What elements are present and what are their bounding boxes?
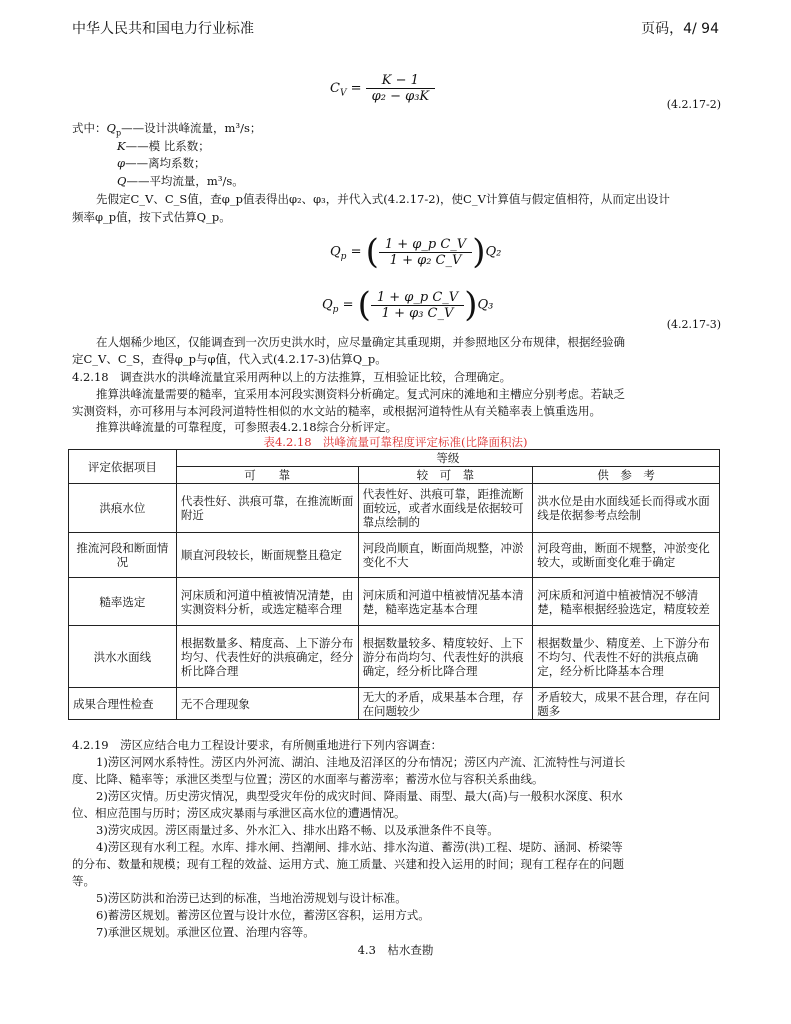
- table-cell: 河床质和河道中植被情况不够清楚，糙率根据经验选定，精度较差: [533, 578, 720, 626]
- list-item-cont: 位、相应范围与历时；涝区成灾暴雨与承泄区高水位的遭遇情况。: [72, 806, 406, 820]
- list-item: 7)承泄区规划。承泄区位置、治理内容等。: [96, 925, 315, 939]
- table-cell: 河床质和河道中植被情况基本清楚，糙率选定基本合理: [358, 578, 533, 626]
- list-item: 4)涝区现有水利工程。水库、排水闸、挡潮闸、排水站、排水沟道、蓄涝(洪)工程、堤防、涵洞、桥梁等: [96, 840, 623, 854]
- table-cell: 洪水位是由水面线延长而得或水面线是依据参考点绘制: [533, 484, 720, 533]
- paragraph-line: 定C_V、C_S，查得φ_p与φ值，代入式(4.2.17-3)估算Q_p。: [72, 352, 387, 366]
- table-cell: 代表性好、洪痕可靠，距推流断面较远，或者水面线是依据较可靠点绘制的: [358, 484, 533, 533]
- table-cell: 矛盾较大，成果不甚合理，存在问题多: [533, 688, 720, 720]
- list-item: 5)涝区防洪和治涝已达到的标准，当地治涝规划与设计标准。: [96, 891, 407, 905]
- equation-number: (4.2.17-2): [666, 98, 721, 111]
- section-4-2-18: 4.2.18 调查洪水的洪峰流量宜采用两种以上的方法推算，互相验证比较，合理确定。: [72, 370, 512, 384]
- header-grade: 等级: [176, 450, 719, 467]
- header-reliable: 可 靠: [176, 467, 358, 484]
- table-cell: 顺直河段较长，断面规整且稳定: [176, 533, 358, 578]
- paragraph-line: 在人烟稀少地区，仅能调查到一次历史洪水时，应尽量确定其重现期，并参照地区分布规律，根据经验确: [96, 335, 625, 349]
- paragraph-line: 先假定C_V、C_S值，查φ_p值表得出φ₂、φ₃，并代入式(4.2.17-2)，使C_V计算值与假定值相符，从而定出设计: [96, 192, 670, 206]
- list-item-cont: 的分布、数量和规模；现有工程的效益、运用方式、施工质量、兴建和投入运用的时间；现有工程存在的问题: [72, 857, 624, 871]
- paragraph-line: 推算洪峰流量的可靠程度，可参照表4.2.18综合分析评定。: [96, 420, 398, 434]
- table-row: [69, 484, 720, 533]
- definition-k: K——模 比系数；: [117, 139, 210, 153]
- list-item: 6)蓄涝区规划。蓄涝区位置与设计水位，蓄涝区容积，运用方式。: [96, 908, 430, 922]
- fraction: $\frac{K - 1}{\text{φ₂ − φ₃K}}$: [366, 73, 436, 104]
- table-cell: 无大的矛盾，成果基本合理，存在问题较少: [358, 688, 533, 720]
- table-cell: 无不合理现象: [176, 688, 358, 720]
- section-4-2-19: 4.2.19 涝区应结合电力工程设计要求，有所侧重地进行下列内容调查：: [72, 738, 443, 752]
- table-cell: 洪水水面线: [69, 626, 177, 688]
- header-fairly-reliable: 较 可 靠: [358, 467, 533, 484]
- definition-q: Q——平均流量，m³/s。: [117, 174, 244, 188]
- paragraph-line: 实测资料，亦可移用与本河段河道特性相似的水文站的糙率，或根据河道特性从有关糙率表上慎重选用。: [72, 404, 601, 418]
- table-row: [69, 578, 720, 626]
- header-basis: 评定依据项目: [69, 450, 177, 484]
- table-cell: 推流河段和断面情况: [69, 533, 177, 578]
- list-item: 2)涝区灾情。历史涝灾情况，典型受灾年份的成灾时间、降雨量、雨型、最大(高)与一般积水深度、积水: [96, 789, 623, 803]
- list-item: 1)涝区河网水系特性。涝区内外河流、湖泊、洼地及沼泽区的分布情况；涝区内产流、汇流特性与河道长: [96, 755, 626, 769]
- table-cell: 代表性好、洪痕可靠，在推流断面附近: [176, 484, 358, 533]
- table-cell: 洪痕水位: [69, 484, 177, 533]
- table-cell: 河段尚顺直，断面尚规整，冲淤变化不大: [358, 533, 533, 578]
- reliability-table: [68, 449, 720, 720]
- table-cell: 根据数量较多、精度较好、上下游分布尚均匀、代表性好的洪痕确定，经分析比降合理: [358, 626, 533, 688]
- list-item: 3)涝灾成因。涝区雨量过多、外水汇入、排水出路不畅、以及承泄条件不良等。: [96, 823, 499, 837]
- equation-qp-q2: $Q_p$ = ( $\frac{\text{1 + φ\_p C\_V}}{\text{1 + φ₂ C\_V}}$ )Q₂: [330, 232, 502, 272]
- table-row: [69, 533, 720, 578]
- table-row: [69, 688, 720, 720]
- header-reference: 供 参 考: [533, 467, 720, 484]
- equation-number: (4.2.17-3): [666, 318, 721, 331]
- header-title: 中华人民共和国电力行业标准: [72, 21, 254, 37]
- table-cell: 根据数量多、精度高、上下游分布均匀、代表性好的洪痕确定，经分析比降合理: [176, 626, 358, 688]
- definition-phi: φ——离均系数；: [117, 156, 206, 170]
- table-row: [69, 626, 720, 688]
- equation-qp-q3: $Q_p$ = ( $\frac{\text{1 + φ\_p C\_V}}{\text{1 + φ₃ C\_V}}$ )Q₃: [322, 285, 494, 325]
- table-cell: 河段弯曲，断面不规整，冲淤变化较大，或断面变化难于确定: [533, 533, 720, 578]
- definition-qp: 式中：$Q_p——$设计洪峰流量，m³/s；: [72, 121, 262, 138]
- table-cell: 根据数量少、精度差、上下游分布不均匀、代表性不好的洪痕点确定，经分析比降基本合理: [533, 626, 720, 688]
- table-caption: 表4.2.18 洪峰流量可靠程度评定标准(比降面积法): [263, 435, 528, 449]
- page-number: 页码，4/ 94: [641, 21, 719, 37]
- table-header-row: [69, 450, 720, 467]
- paragraph-line: 推算洪峰流量需要的糙率，宜采用本河段实测资料分析确定。复式河床的滩地和主槽应分别考虑。若缺乏: [96, 387, 625, 401]
- list-item-cont: 等。: [72, 874, 95, 888]
- table-cell: 河床质和河道中植被情况清楚，由实测资料分析，或选定糙率合理: [176, 578, 358, 626]
- list-item-cont: 度、比降、糙率等；承泄区类型与位置；涝区的水面率与蓄涝率；蓄涝水位与容积关系曲线。: [72, 772, 544, 786]
- table-cell: 糙率选定: [69, 578, 177, 626]
- equation-4-2-17-2: $C_V$ = $\frac{K - 1}{\text{φ₂ − φ₃K}}$: [330, 73, 435, 104]
- paragraph-line: 频率φ_p值，按下式估算Q_p。: [72, 210, 231, 224]
- table-cell: 成果合理性检查: [69, 688, 177, 720]
- section-heading-4-3: 4.3 枯水查勘: [357, 943, 434, 957]
